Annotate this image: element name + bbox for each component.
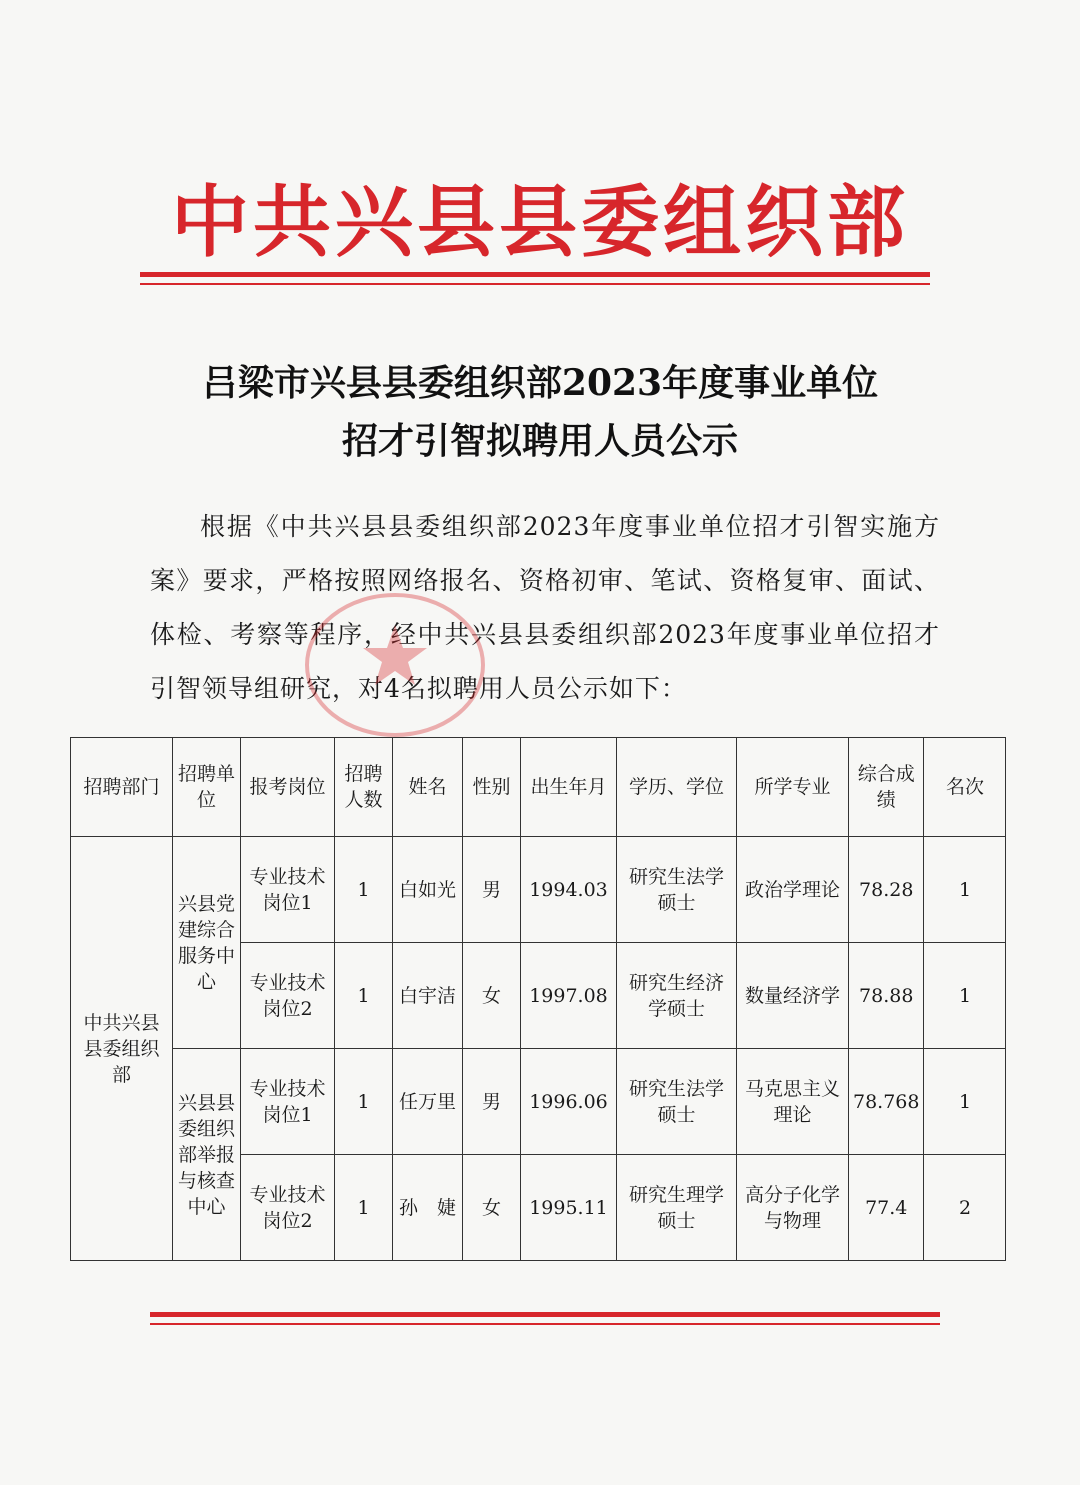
header-post: 报考岗位 — [241, 738, 335, 837]
gender-cell: 男 — [463, 837, 521, 943]
degree-cell: 研究生理学硕士 — [617, 1155, 737, 1261]
document-title-line1: 吕梁市兴县县委组织部2023年度事业单位 — [201, 362, 879, 404]
header-name: 姓名 — [393, 738, 463, 837]
table-row — [71, 837, 1006, 943]
header-count: 招聘人数 — [335, 738, 393, 837]
post-cell: 专业技术岗位2 — [241, 943, 335, 1049]
candidate-table — [70, 737, 1006, 1261]
degree-cell: 研究生法学硕士 — [617, 837, 737, 943]
major-cell: 高分子化学与物理 — [737, 1155, 849, 1261]
header-dept: 招聘部门 — [71, 738, 173, 837]
document-title-line2: 招才引智拟聘用人员公示 — [341, 420, 738, 462]
red-rule-bottom-thin — [150, 1323, 940, 1325]
masthead: 中共兴县县委组织部 — [170, 178, 909, 268]
red-rule-top-thin — [140, 283, 930, 285]
birth-cell: 1996.06 — [521, 1049, 617, 1155]
count-cell: 1 — [335, 1049, 393, 1155]
degree-cell: 研究生法学硕士 — [617, 1049, 737, 1155]
post-cell: 专业技术岗位1 — [241, 837, 335, 943]
birth-cell: 1997.08 — [521, 943, 617, 1049]
birth-cell: 1995.11 — [521, 1155, 617, 1261]
rank-cell: 1 — [924, 837, 1006, 943]
header-rank: 名次 — [924, 738, 1006, 837]
header-gender: 性别 — [463, 738, 521, 837]
header-score: 综合成绩 — [849, 738, 924, 837]
table-row — [71, 1049, 1006, 1155]
header-major: 所学专业 — [737, 738, 849, 837]
score-cell: 78.768 — [849, 1049, 924, 1155]
body-paragraph: 根据《中共兴县县委组织部2023年度事业单位招才引智实施方案》要求，严格按照网络报名、资格初审、笔试、资格复审、面试、体检、考察等程序，经中共兴县县委组织部2023年度事业单位招才引智领导组研究，对4名拟聘用人员公示如下： — [150, 512, 940, 703]
score-cell: 78.28 — [849, 837, 924, 943]
post-cell: 专业技术岗位1 — [241, 1049, 335, 1155]
rank-cell: 1 — [924, 1049, 1006, 1155]
table-header-row — [71, 738, 1006, 837]
major-cell: 数量经济学 — [737, 943, 849, 1049]
count-cell: 1 — [335, 1155, 393, 1261]
header-degree: 学历、学位 — [617, 738, 737, 837]
major-cell: 马克思主义理论 — [737, 1049, 849, 1155]
name-cell: 白宇洁 — [393, 943, 463, 1049]
official-seal-icon — [300, 590, 490, 740]
major-cell: 政治学理论 — [737, 837, 849, 943]
count-cell: 1 — [335, 943, 393, 1049]
gender-cell: 女 — [463, 943, 521, 1049]
header-unit: 招聘单位 — [173, 738, 241, 837]
unit-cell: 兴县党建综合服务中心 — [173, 837, 241, 1049]
gender-cell: 女 — [463, 1155, 521, 1261]
score-cell: 78.88 — [849, 943, 924, 1049]
unit-cell: 兴县县委组织部举报与核查中心 — [173, 1049, 241, 1261]
red-rule-top-thick — [140, 272, 930, 277]
name-cell: 白如光 — [393, 837, 463, 943]
post-cell: 专业技术岗位2 — [241, 1155, 335, 1261]
rank-cell: 1 — [924, 943, 1006, 1049]
name-cell: 孙 婕 — [393, 1155, 463, 1261]
rank-cell: 2 — [924, 1155, 1006, 1261]
red-rule-bottom-thick — [150, 1312, 940, 1317]
name-cell: 任万里 — [393, 1049, 463, 1155]
header-birth: 出生年月 — [521, 738, 617, 837]
count-cell: 1 — [335, 837, 393, 943]
gender-cell: 男 — [463, 1049, 521, 1155]
score-cell: 77.4 — [849, 1155, 924, 1261]
degree-cell: 研究生经济学硕士 — [617, 943, 737, 1049]
dept-cell: 中共兴县县委组织部 — [71, 837, 173, 1261]
birth-cell: 1994.03 — [521, 837, 617, 943]
